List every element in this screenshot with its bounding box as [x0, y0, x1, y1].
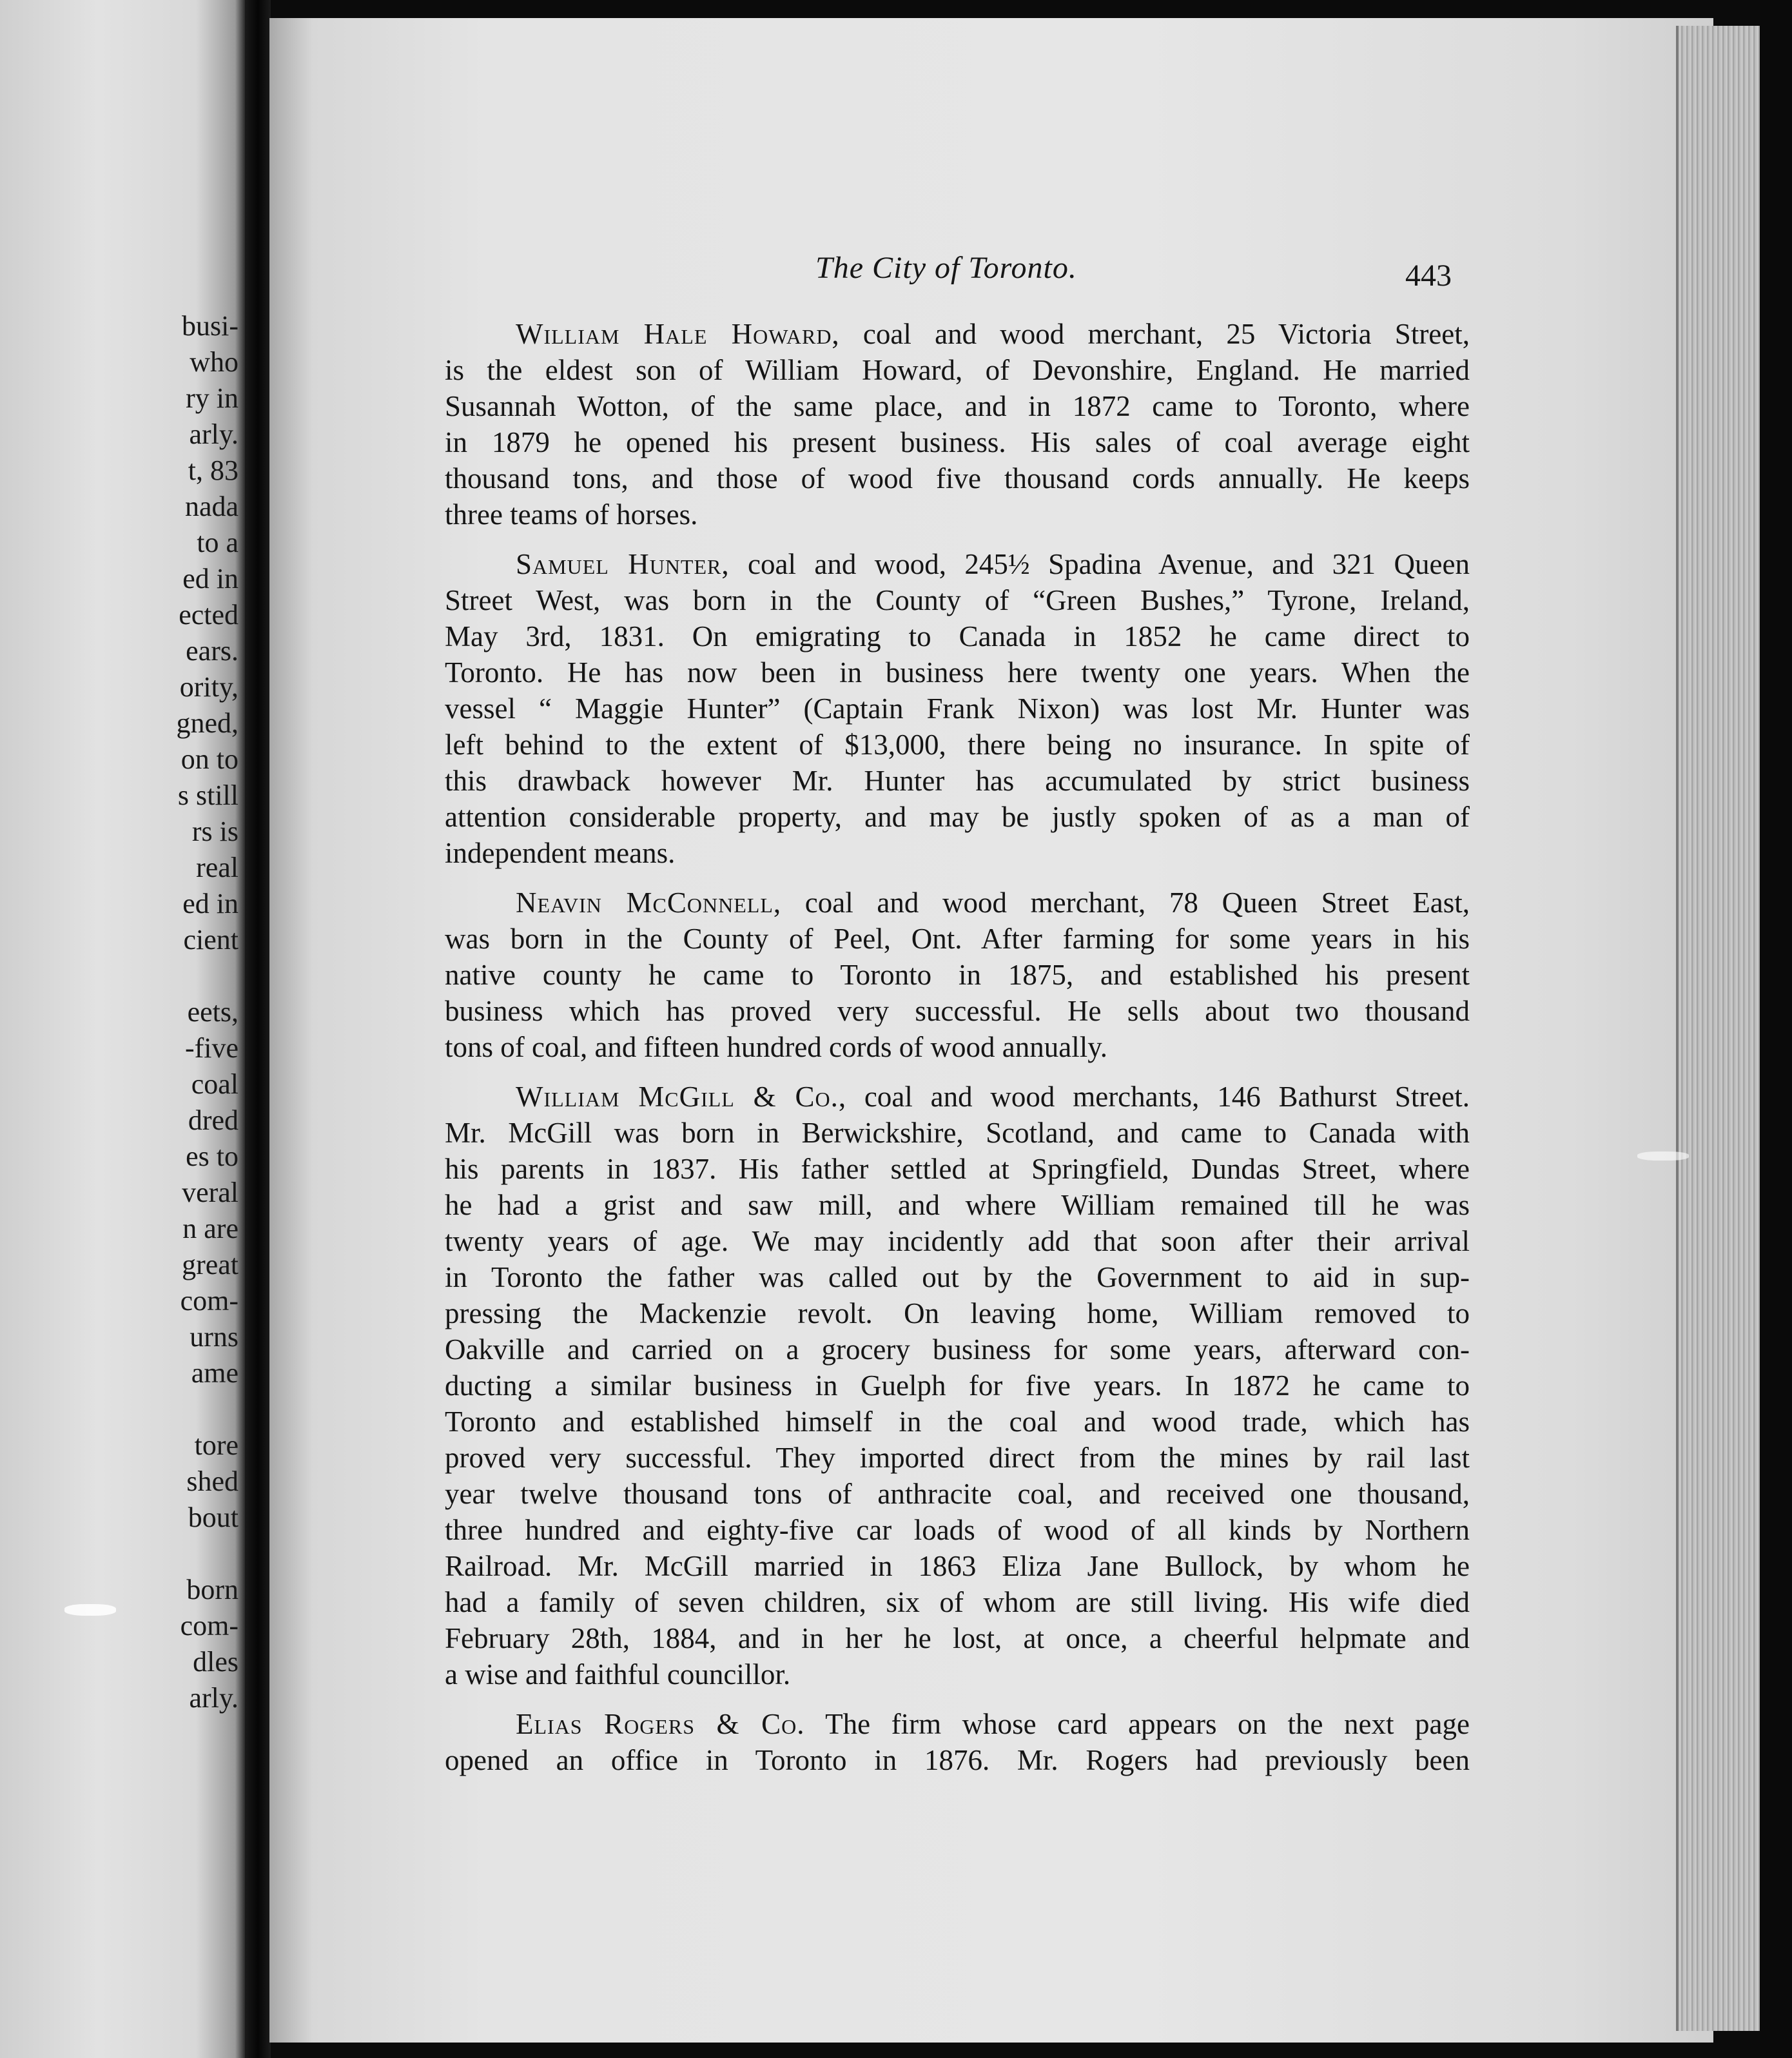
text-line: business which has proved very successful. He sells about two thousand [445, 995, 1470, 1027]
text-line: twenty years of age. We may incidently add that soon after their arrival [445, 1225, 1470, 1257]
left-page-fragment: gned, [176, 707, 239, 739]
entry-name: William Hale Howard, [516, 318, 840, 350]
left-page-fragment: ected [179, 599, 239, 631]
text-line: Toronto and established himself in the coal and wood trade, which has [445, 1406, 1470, 1438]
text-line: William McGill & Co., coal and wood merchants, 146 Bathurst Street. [516, 1081, 1470, 1113]
left-page-fragment: who [190, 346, 239, 378]
left-page-fragment: -five [184, 1032, 239, 1064]
left-page-fragment: eets, [187, 996, 239, 1028]
entry-elias-rogers [445, 1706, 1470, 1778]
left-page-fragment: on to [180, 743, 239, 775]
text-line: a wise and faithful councillor. [445, 1658, 791, 1690]
text-line: May 3rd, 1831. On emigrating to Canada in 1852 he came direct to [445, 620, 1470, 652]
entry-samuel-hunter [445, 546, 1470, 871]
text-line: this drawback however Mr. Hunter has accumulated by strict business [445, 765, 1470, 797]
entry-name: Elias Rogers & Co. [516, 1708, 805, 1740]
scan-background-right [1760, 0, 1792, 2058]
left-page-fragment: es to [186, 1141, 239, 1172]
left-page-fragment: tore [194, 1429, 239, 1461]
scan-artifact [1637, 1152, 1689, 1161]
text-line: thousand tons, and those of wood five thousand cords annually. He keeps [445, 462, 1470, 495]
left-page-fragment: ears. [186, 635, 239, 667]
text-line: he had a grist and saw mill, and where William remained till he was [445, 1189, 1470, 1221]
text-line: Elias Rogers & Co. The firm whose card appears on the next page [516, 1708, 1470, 1740]
text-line: year twelve thousand tons of anthracite coal, and received one thousand, [445, 1478, 1470, 1510]
text-line: in Toronto the father was called out by the Government to aid in sup- [445, 1261, 1470, 1293]
running-title: The City of Toronto. [815, 251, 1077, 285]
page-header [445, 250, 1476, 295]
entry-william-mcgill [445, 1079, 1470, 1692]
page-number: 443 [1405, 259, 1452, 293]
book-gutter [245, 0, 271, 2058]
text-line: William Hale Howard, coal and wood merchant, 25 Victoria Street, [516, 318, 1470, 350]
article-body [445, 316, 1470, 1792]
left-page-fragment: cient [183, 924, 239, 956]
text-line: Samuel Hunter, coal and wood, 245½ Spadina Avenue, and 321 Queen [516, 548, 1470, 580]
left-page-fragment: nada [184, 491, 239, 522]
left-page-fragment: urns [190, 1321, 239, 1353]
left-page-fragment: veral [182, 1177, 239, 1208]
text-line: opened an office in Toronto in 1876. Mr. Rogers had previously been [445, 1744, 1470, 1776]
text-line: Oakville and carried on a grocery business for some years, afterward con- [445, 1333, 1470, 1366]
left-page-fragment: born [186, 1574, 239, 1605]
entry-name: William McGill & Co., [516, 1081, 847, 1113]
text-line: his parents in 1837. His father settled at Springfield, Dundas Street, where [445, 1153, 1470, 1185]
left-page-fragment: shed [186, 1465, 239, 1497]
left-page-fragment: ed in [182, 888, 239, 919]
scan-artifact [64, 1604, 116, 1616]
left-page-fragment: real [196, 852, 239, 883]
text-line: ducting a similar business in Guelph for five years. In 1872 he came to [445, 1369, 1470, 1402]
text-line: proved very successful. They imported direct from the mines by rail last [445, 1442, 1470, 1474]
left-page-fragment [155, 958, 245, 994]
text-line: Mr. McGill was born in Berwickshire, Scotland, and came to Canada with [445, 1117, 1470, 1149]
left-page-fragment: com- [180, 1610, 239, 1642]
text-line: was born in the County of Peel, Ont. After farming for some years in his [445, 923, 1470, 955]
entry-william-hale-howard [445, 316, 1470, 533]
left-page-text-fragments [155, 308, 245, 1716]
text-line: three hundred and eighty-five car loads of wood of all kinds by Northern [445, 1514, 1470, 1546]
left-page-fragment: dles [193, 1646, 239, 1678]
text-line: vessel “ Maggie Hunter” (Captain Frank Nixon) was lost Mr. Hunter was [445, 692, 1470, 725]
page-block-edges [1676, 26, 1762, 2031]
left-page-fragment [155, 1536, 245, 1572]
left-page-fragment: to a [197, 527, 239, 558]
left-page-fragment: rs is [191, 816, 239, 847]
entry-neavin-mcconnell [445, 885, 1470, 1065]
left-page-fragment: dred [188, 1104, 239, 1136]
left-facing-page [0, 0, 245, 2058]
text-line: is the eldest son of William Howard, of Devonshire, England. He married [445, 354, 1470, 386]
left-page-fragment: ority, [179, 671, 239, 703]
entry-name: Samuel Hunter, [516, 548, 730, 580]
text-line: Toronto. He has now been in business here twenty one years. When the [445, 656, 1470, 689]
text-line: Neavin McConnell, coal and wood merchant, 78 Queen Street East, [516, 887, 1470, 919]
left-page-fragment: ry in [186, 382, 239, 414]
left-page-fragment: bout [188, 1502, 239, 1533]
left-page-fragment: great [182, 1249, 239, 1280]
text-line: independent means. [445, 837, 676, 869]
left-page-fragment: n are [182, 1213, 239, 1244]
left-page-fragment: s still [177, 779, 239, 811]
left-page-fragment: busi- [182, 310, 239, 342]
text-line: pressing the Mackenzie revolt. On leaving home, William removed to [445, 1297, 1470, 1329]
text-line: three teams of horses. [445, 498, 698, 531]
text-line: left behind to the extent of $13,000, there being no insurance. In spite of [445, 729, 1470, 761]
text-line: February 28th, 1884, and in her he lost, at once, a cheerful helpmate and [445, 1622, 1470, 1654]
text-line: attention considerable property, and may be justly spoken of as a man of [445, 801, 1470, 833]
text-line: in 1879 he opened his present business. His sales of coal average eight [445, 426, 1470, 458]
left-page-fragment: com- [180, 1285, 239, 1317]
left-page-fragment: ame [191, 1357, 239, 1389]
entry-name: Neavin McConnell, [516, 887, 782, 919]
text-line: had a family of seven children, six of whom are still living. His wife died [445, 1586, 1470, 1618]
left-page-fragment: ed in [182, 563, 239, 594]
text-line: native county he came to Toronto in 1875, and established his present [445, 959, 1470, 991]
left-page-fragment: t, 83 [188, 455, 239, 486]
text-line: Railroad. Mr. McGill married in 1863 Eliza Jane Bullock, by whom he [445, 1550, 1470, 1582]
left-page-fragment [155, 1391, 245, 1427]
left-page-fragment: arly. [189, 418, 239, 450]
text-line: Street West, was born in the County of “Green Bushes,” Tyrone, Ireland, [445, 584, 1470, 616]
left-page-fragment: arly. [189, 1682, 239, 1714]
left-page-fragment: coal [191, 1068, 239, 1100]
text-line: tons of coal, and fifteen hundred cords of wood annually. [445, 1031, 1108, 1063]
text-line: Susannah Wotton, of the same place, and in 1872 came to Toronto, where [445, 390, 1470, 422]
